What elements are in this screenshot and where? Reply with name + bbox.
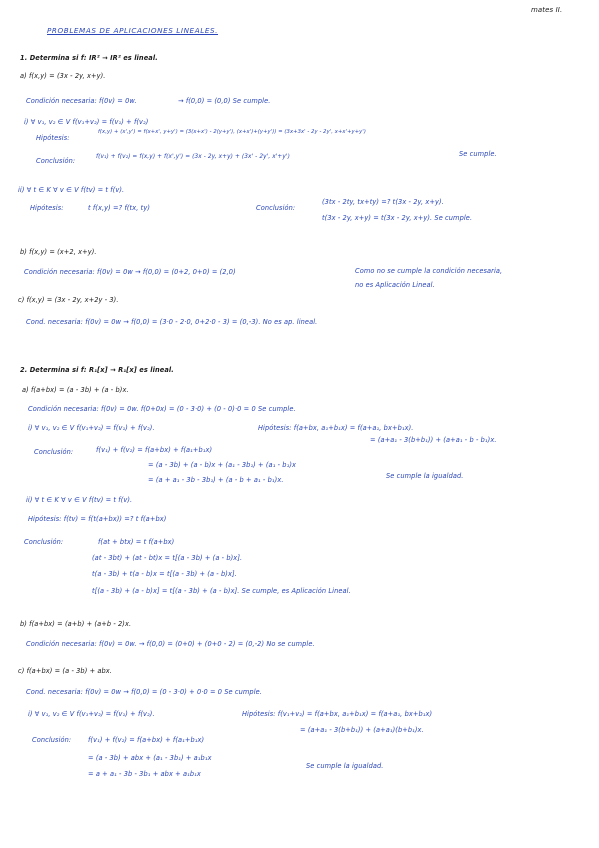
ex2-b-statement: b) f(a+bx) = (a+b) + (a+b - 2)x. [20, 620, 132, 628]
ex1-i-conclusion-result: Se cumple. [459, 150, 497, 158]
ex2-c-i-conclusion-3: = a + a₁ - 3b - 3b₁ + abx + a₁b₁x [88, 770, 201, 778]
ex2-a-condition: Condición necesaria: f(0v) = 0w. f(0+0x) = (0 - 3·0) + (0 - 0)·0 = 0 Se cumple. [28, 405, 296, 413]
ex2-a-statement: a) f(a+bx) = (a - 3b) + (a - b)x. [22, 386, 129, 394]
ex2-ii-conclusion-1: f(at + btx) = t f(a+bx) [98, 538, 175, 546]
ex2-c-i-conclusion-result: Se cumple la igualdad. [306, 762, 384, 770]
ex2-i-label: i) ∀ v₁, v₂ ∈ V f(v₁+v₂) = f(v₁) + f(v₂). [28, 424, 155, 432]
ex2-c-i-conclusion-1: f(v₁) + f(v₂) = f(a+bx) + f(a₁+b₁x) [88, 736, 205, 744]
ex2-c-i-hypothesis-2: = (a+a₁ - 3(b+b₁)) + (a+a₁)(b+b₁)x. [300, 726, 424, 734]
ex1-i-label: i) ∀ v₁, v₂ ∈ V f(v₁+v₂) = f(v₁) + f(v₂) [24, 118, 149, 126]
ex2-ii-conclusion-4: t[(a - 3b) + (a - b)x] = t[(a - 3b) + (a - b)x]. Se cumple, es Aplicación Lineal. [92, 587, 351, 595]
ex2-i-conclusion-result: Se cumple la igualdad. [386, 472, 464, 480]
ex1-c-condition: Cond. necesaria: f(0v) = 0w → f(0,0) = (3·0 - 2·0, 0+2·0 - 3) = (0,-3). No es ap. lineal. [26, 318, 318, 326]
ex1-ii-conclusion-2: t(3x - 2y, x+y) = t(3x - 2y, x+y). Se cumple. [322, 214, 473, 222]
ex2-ii-label: ii) ∀ t ∈ K ∀ v ∈ V f(tv) = t f(v). [26, 496, 133, 504]
ex2-c-i-label: i) ∀ v₁, v₂ ∈ V f(v₁+v₂) = f(v₁) + f(v₂). [28, 710, 155, 718]
ex1-a-condition: Condición necesaria: f(0v) = 0w. [26, 97, 137, 105]
course-label: mates II. [531, 6, 563, 14]
ex1-i-hypothesis: f(x,y) + (x',y') = f(x+x', y+y') = (3(x+x') - 2(y+y'), (x+x')+(y+y')) = (3x+3x' - 2y - 2y', x+x'+y+y') [98, 129, 366, 135]
ex2-i-hypothesis: Hipótesis: f(a+bx, a₁+b₁x) = f(a+a₁, bx+b₁x). [258, 424, 414, 432]
ex1-b-statement: b) f(x,y) = (x+2, x+y). [20, 248, 97, 256]
ex2-i-conclusion-1: f(v₁) + f(v₂) = f(a+bx) + f(a₁+b₁x) [96, 446, 213, 454]
ex1-a-statement: a) f(x,y) = (3x - 2y, x+y). [20, 72, 106, 80]
ex2-b-condition: Condición necesaria: f(0v) = 0w. → f(0,0) = (0+0) + (0+0 - 2) = (0,-2) No se cumple. [26, 640, 315, 648]
ex1-ii-hypothesis-label: Hipótesis: [30, 204, 64, 212]
ex2-c-condition: Cond. necesaria: f(0v) = 0w → f(0,0) = (0 - 3·0) + 0·0 = 0 Se cumple. [26, 688, 262, 696]
ex1-b-condition-result-1: Como no se cumple la condición necesaria, [355, 267, 503, 275]
ex2-ii-conclusion-3: t(a - 3b) + t(a - b)x = t[(a - 3b) + (a - b)x]. [92, 570, 237, 578]
ex2-i-hypothesis-2: = (a+a₁ - 3(b+b₁)) + (a+a₁ - b - b₁)x. [370, 436, 497, 444]
ex1-a-condition-result: → f(0,0) = (0,0) Se cumple. [178, 97, 271, 105]
ex1-statement: 1. Determina si f: IR² → IR² es lineal. [20, 54, 158, 62]
ex1-c-statement: c) f(x,y) = (3x - 2y, x+2y - 3). [18, 296, 119, 304]
ex1-ii-conclusion-1: (3tx - 2ty, tx+ty) =? t(3x - 2y, x+y). [322, 198, 444, 206]
ex1-ii-hypothesis: t f(x,y) =? f(tx, ty) [88, 204, 150, 212]
ex2-c-i-conclusion-label: Conclusión: [32, 736, 72, 744]
ex2-c-i-conclusion-2: = (a - 3b) + abx + (a₁ - 3b₁) + a₁b₁x [88, 754, 212, 762]
ex1-i-conclusion-label: Conclusión: [36, 157, 76, 165]
ex2-ii-conclusion-2: (at - 3bt) + (at - bt)x = t[(a - 3b) + (a - b)x]. [92, 554, 243, 562]
ex1-i-hypothesis-label: Hipótesis: [36, 134, 70, 142]
ex2-c-i-hypothesis: Hipótesis: f(v₁+v₂) = f(a+bx, a₁+b₁x) = f(a+a₁, bx+b₁x) [242, 710, 433, 718]
ex1-b-condition-result-2: no es Aplicación Lineal. [355, 281, 435, 289]
ex1-b-condition: Condición necesaria: f(0v) = 0w → f(0,0) = (0+2, 0+0) = (2,0) [24, 268, 236, 276]
ex2-i-conclusion-3: = (a + a₁ - 3b - 3b₁) + (a - b + a₁ - b₁)x. [148, 476, 284, 484]
page-title: PROBLEMAS DE APLICACIONES LINEALES. [47, 26, 219, 35]
ex2-ii-conclusion-label: Conclusión: [24, 538, 64, 546]
ex2-statement: 2. Determina si f: R₁[x] → R₁[x] es lineal. [20, 366, 174, 374]
ex2-c-statement: c) f(a+bx) = (a - 3b) + abx. [18, 667, 113, 675]
ex1-i-conclusion: f(v₁) + f(v₂) = f(x,y) + f(x',y') = (3x - 2y, x+y) + (3x' - 2y', x'+y') [96, 154, 290, 160]
ex2-i-conclusion-label: Conclusión: [34, 448, 74, 456]
ex1-ii-conclusion-label: Conclusión: [256, 204, 296, 212]
ex2-ii-hypothesis: Hipótesis: f(tv) = f(t(a+bx)) =? t f(a+bx) [28, 515, 167, 523]
ex1-ii-label: ii) ∀ t ∈ K ∀ v ∈ V f(tv) = t f(v). [18, 186, 125, 194]
ex2-i-conclusion-2: = (a - 3b) + (a - b)x + (a₁ - 3b₁) + (a₁ - b₁)x [148, 461, 297, 469]
